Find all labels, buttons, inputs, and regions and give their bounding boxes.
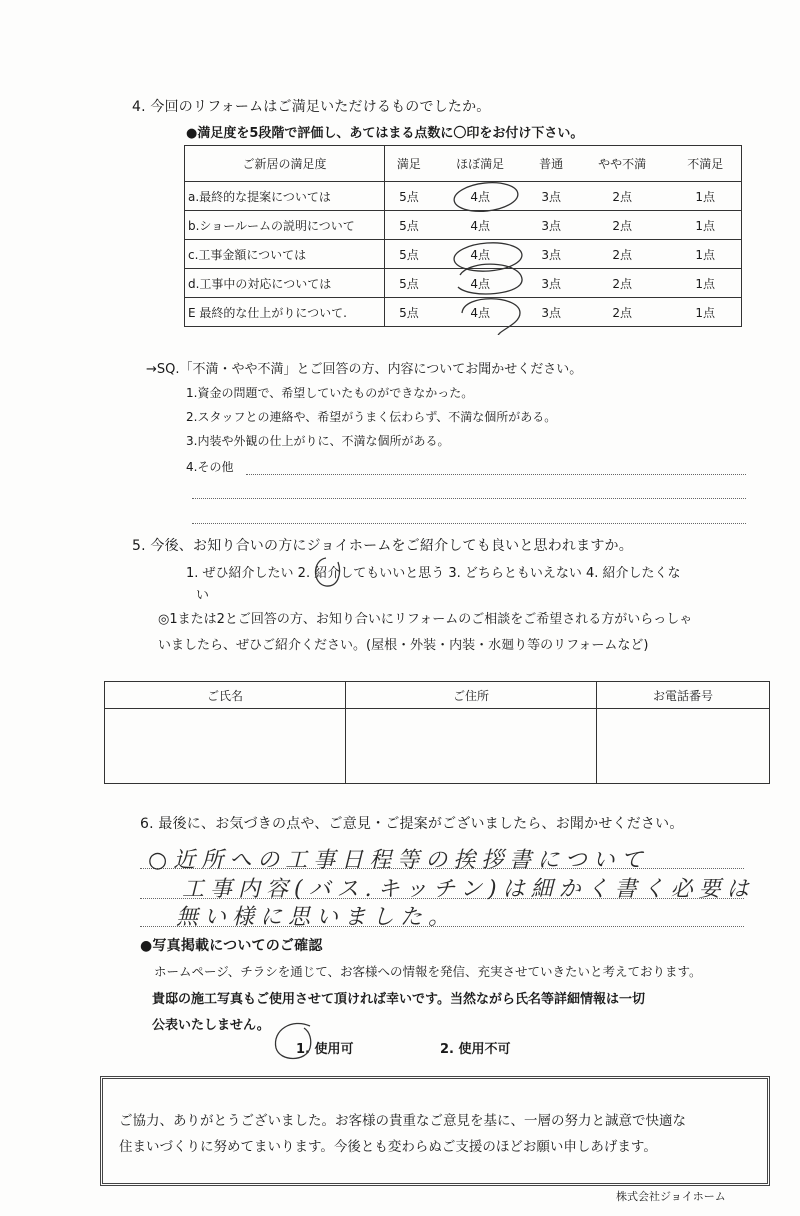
- header-address: ご住所: [346, 682, 597, 709]
- sq-option-3: 3.内装や外観の仕上がりに、不満な個所がある。: [186, 434, 450, 448]
- handwritten-circle-mark: [308, 554, 348, 590]
- sq-title: →SQ.「不満・やや不満」とご回答の方、内容についてお聞かせください。: [146, 362, 583, 377]
- score-cell[interactable]: 4点: [433, 182, 528, 211]
- q4-instruction: ●満足度を5段階で評価し、あてはまる点数に〇印をお付け下さい。: [186, 126, 584, 141]
- header-mostly-satisfied: ほぼ満足: [433, 146, 528, 182]
- score-cell[interactable]: 5点: [385, 240, 433, 269]
- header-category: ご新居の満足度: [185, 146, 385, 182]
- score-cell[interactable]: 3点: [527, 269, 574, 298]
- referral-header-row: [105, 682, 770, 709]
- other-answer-line[interactable]: [246, 474, 746, 475]
- photo-text-line1: ホームページ、チラシを通じて、お客様への情報を発信、充実させていきたいと考えております。: [154, 964, 702, 979]
- score-cell[interactable]: 1点: [669, 240, 741, 269]
- sq-option-4: 4.その他: [186, 460, 234, 474]
- handwritten-comment-line2: 工事内容(バス.キッチン)は細かく書く必要は: [182, 877, 755, 902]
- closing-line2: 住まいづくりに努めてまいります。今後とも変わらぬご支援のほどお願い申しあげます。: [119, 1139, 657, 1155]
- score-cell[interactable]: 5点: [385, 269, 433, 298]
- photo-text-line2: 貴邸の施工写真もご使用させて頂ければ幸いです。当然ながら氏名等詳細情報は一切: [152, 992, 645, 1007]
- header-name: ご氏名: [105, 682, 346, 709]
- score-cell[interactable]: 2点: [575, 269, 670, 298]
- score-cell[interactable]: 4点: [433, 298, 528, 327]
- score-cell[interactable]: 2点: [575, 240, 670, 269]
- score-cell[interactable]: 5点: [385, 182, 433, 211]
- score-cell[interactable]: 4点: [433, 269, 528, 298]
- photo-option-allowed[interactable]: 1. 使用可: [296, 1042, 354, 1057]
- row-label: d.工事中の対応については: [185, 269, 385, 298]
- score-cell[interactable]: 2点: [575, 182, 670, 211]
- referral-input-row: [105, 709, 770, 784]
- row-label: E 最終的な仕上がりについて.: [185, 298, 385, 327]
- score-cell[interactable]: 1点: [669, 269, 741, 298]
- score-cell[interactable]: 1点: [669, 182, 741, 211]
- referral-table: [104, 681, 770, 784]
- name-field[interactable]: [105, 709, 346, 784]
- phone-field[interactable]: [597, 709, 770, 784]
- score-cell[interactable]: 3点: [527, 211, 574, 240]
- q5-options: 1. ぜひ紹介したい 2. 紹介してもいいと思う 3. どちらともいえない 4. 紹介したくな: [186, 566, 681, 581]
- handwritten-comment-line1: ○近所への工事日程等の挨拶書について: [148, 848, 649, 873]
- score-cell[interactable]: 2点: [575, 298, 670, 327]
- header-dissatisfied: 不満足: [669, 146, 741, 182]
- q5-options-wrap: い: [196, 588, 210, 603]
- q5-note-line2: いましたら、ぜひご紹介ください。(屋根・外装・内装・水廻り等のリフォームなど): [158, 638, 649, 653]
- score-cell[interactable]: 2点: [575, 211, 670, 240]
- photo-option-not-allowed[interactable]: 2. 使用不可: [440, 1042, 511, 1057]
- score-cell[interactable]: 3点: [527, 182, 574, 211]
- header-neutral: 普通: [527, 146, 574, 182]
- row-label: c.工事金額については: [185, 240, 385, 269]
- score-cell[interactable]: 3点: [527, 240, 574, 269]
- header-somewhat-dissatisfied: やや不満: [575, 146, 670, 182]
- score-cell[interactable]: 1点: [669, 211, 741, 240]
- row-label: a.最終的な提案については: [185, 182, 385, 211]
- closing-line1: ご協力、ありがとうございました。お客様の貴重なご意見を基に、一層の努力と誠意で快適な: [119, 1113, 686, 1129]
- row-label: b.ショールームの説明について: [185, 211, 385, 240]
- header-phone: お電話番号: [597, 682, 770, 709]
- sq-option-1: 1.資金の問題で、希望していたものができなかった。: [186, 386, 474, 400]
- score-cell[interactable]: 4点: [433, 240, 528, 269]
- q5-note-line1: ◎1または2とご回答の方、お知り合いにリフォームのご相談をご希望される方がいらっしゃ: [158, 612, 693, 627]
- other-answer-line[interactable]: [192, 498, 746, 499]
- sq-option-2: 2.スタッフとの連絡や、希望がうまく伝わらず、不満な個所がある。: [186, 410, 557, 424]
- other-answer-line[interactable]: [192, 523, 746, 524]
- score-cell[interactable]: 3点: [527, 298, 574, 327]
- q5-title: 5. 今後、お知り合いの方にジョイホームをご紹介しても良いと思われますか。: [132, 538, 633, 554]
- company-name: 株式会社ジョイホーム: [616, 1190, 726, 1203]
- q4-title: 4. 今回のリフォームはご満足いただけるものでしたか。: [132, 99, 491, 115]
- score-cell[interactable]: 5点: [385, 298, 433, 327]
- handwritten-circle-marks: [440, 175, 540, 335]
- handwritten-comment-line3: 無い様に思いました。: [176, 905, 457, 930]
- header-satisfied: 満足: [385, 146, 433, 182]
- closing-message-box: [100, 1076, 770, 1186]
- address-field[interactable]: [346, 709, 597, 784]
- q6-title: 6. 最後に、お気づきの点や、ご意見・ご提案がございましたら、お聞かせください。: [140, 816, 684, 832]
- score-cell[interactable]: 5点: [385, 211, 433, 240]
- photo-title: ●写真掲載についてのご確認: [140, 938, 323, 954]
- score-cell[interactable]: 1点: [669, 298, 741, 327]
- photo-text-line3: 公表いたしません。: [152, 1018, 270, 1033]
- score-cell[interactable]: 4点: [433, 211, 528, 240]
- handwritten-circle-mark: [270, 1018, 320, 1064]
